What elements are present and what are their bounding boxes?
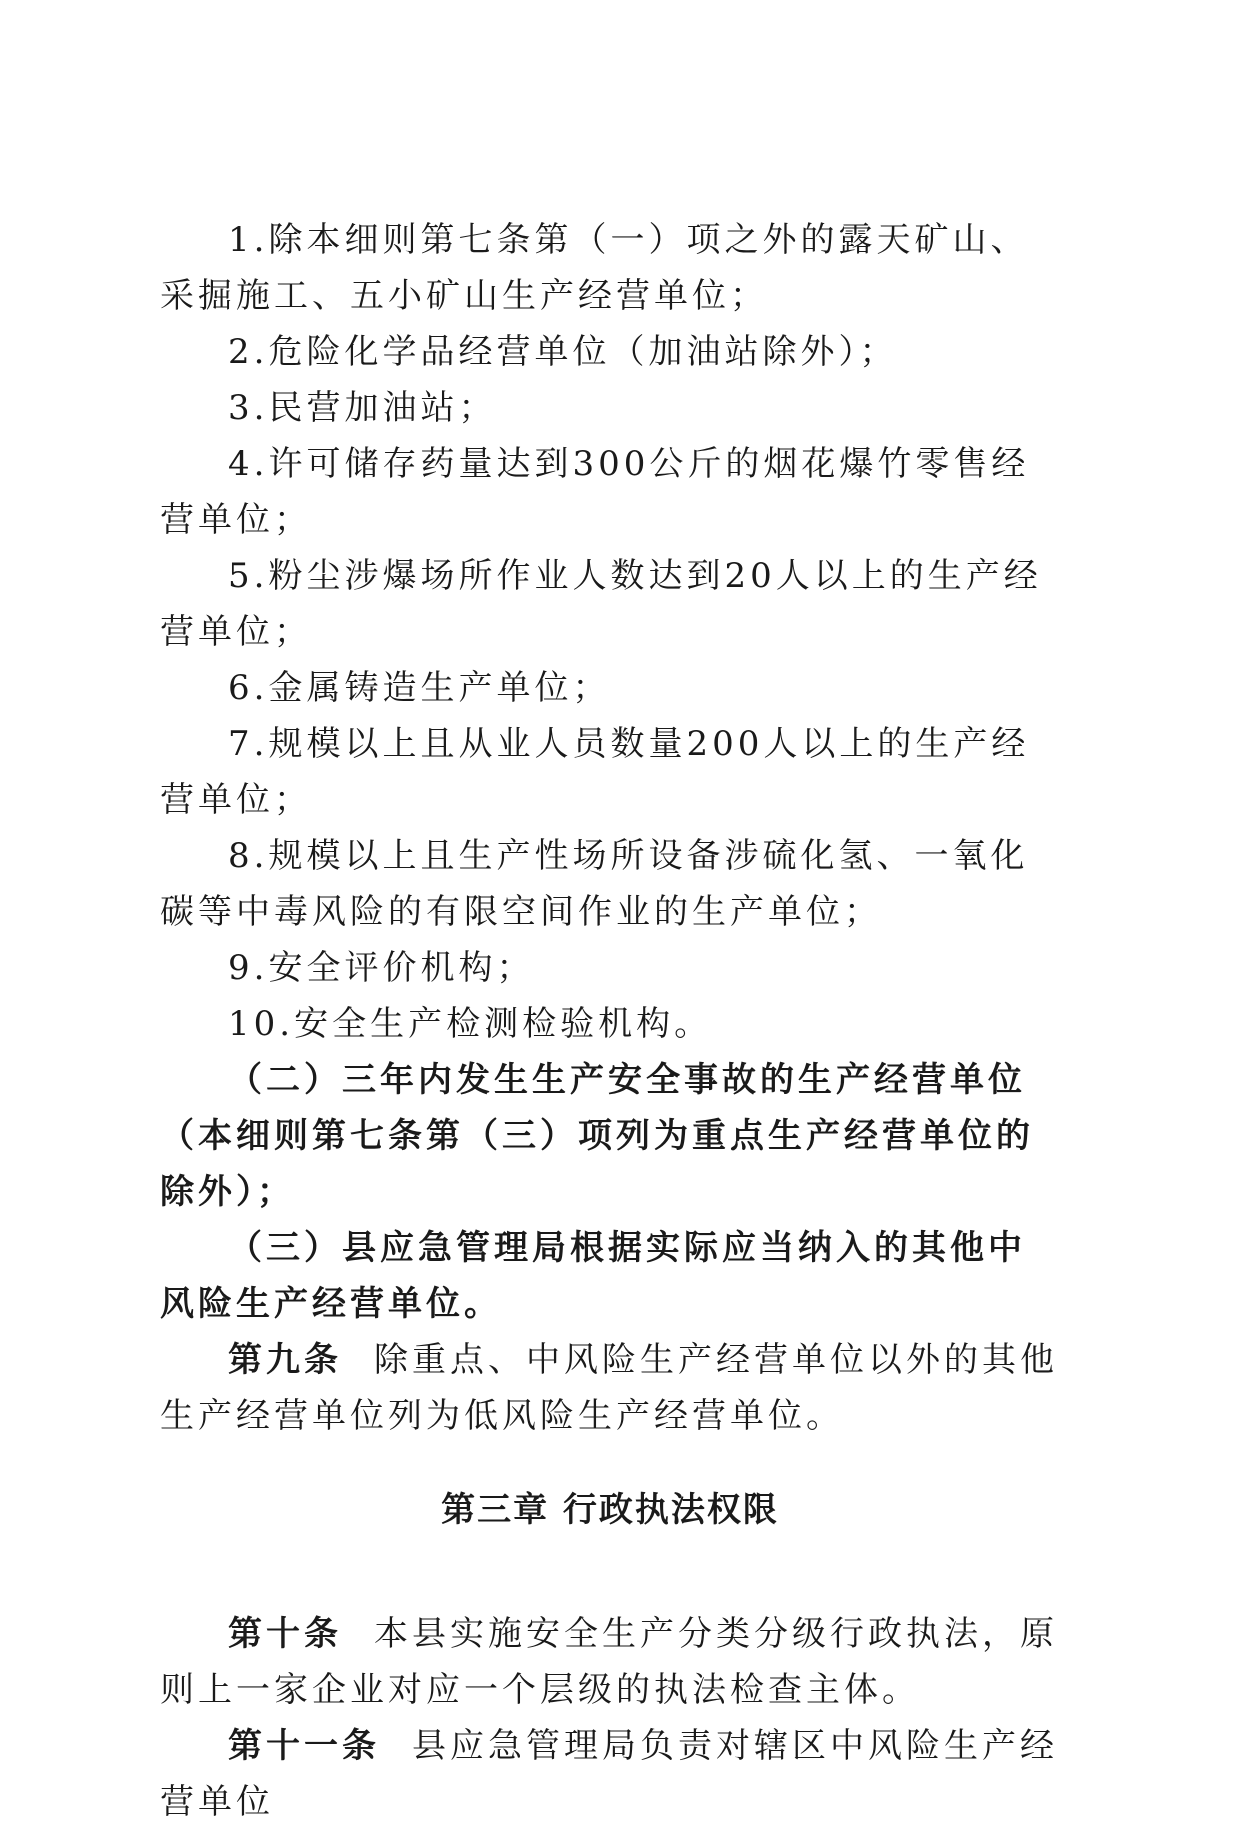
article-9-text: 除重点、中风险生产经营单位以外的其他生产经营单位列为低风险生产经营单位。 (160, 1340, 1058, 1436)
article-11-label: 第十一条 (228, 1726, 380, 1766)
chapter-title: 第三章 行政执法权限 (441, 1490, 779, 1530)
list-item-1: 1.除本细则第七条第（一）项之外的露天矿山、采掘施工、五小矿山生产经营单位； (160, 220, 1029, 316)
list-item-6: 6.金属铸造生产单位； (228, 668, 611, 708)
list-item-5: 5.粉尘涉爆场所作业人数达到20人以上的生产经营单位； (160, 556, 1042, 652)
document-page (160, 212, 1060, 1830)
list-item-10: 10.安全生产检测检验机构。 (228, 1004, 713, 1044)
article-11 (160, 1718, 1060, 1830)
article-10 (160, 1606, 1060, 1718)
article-10-text: 本县实施安全生产分类分级行政执法，原则上一家企业对应一个层级的执法检查主体。 (160, 1614, 1058, 1710)
list-item-9: 9.安全评价机构； (228, 948, 535, 988)
article-11-text: 县应急管理局负责对辖区中风险生产经营单位 (160, 1726, 1058, 1822)
article-9-label: 第九条 (228, 1340, 342, 1380)
list-item-3: 3.民营加油站； (228, 388, 497, 428)
list-item-2: 2.危险化学品经营单位（加油站除外）； (228, 332, 898, 372)
list-item-8: 8.规模以上且生产性场所设备涉硫化氢、一氧化碳等中毒风险的有限空间作业的生产单位； (160, 836, 1029, 932)
sub-item-2: （二）三年内发生生产安全事故的生产经营单位（本细则第七条第（三）项列为重点生产经营单位的除外）； (160, 1060, 1034, 1212)
list-item-4: 4.许可储存药量达到300公斤的烟花爆竹零售经营单位； (160, 444, 1030, 540)
sub-item-3: （三）县应急管理局根据实际应当纳入的其他中风险生产经营单位。 (160, 1228, 1026, 1324)
article-10-label: 第十条 (228, 1614, 342, 1654)
list-item-7: 7.规模以上且从业人员数量200人以上的生产经营单位； (160, 724, 1030, 820)
article-9 (160, 1332, 1060, 1444)
